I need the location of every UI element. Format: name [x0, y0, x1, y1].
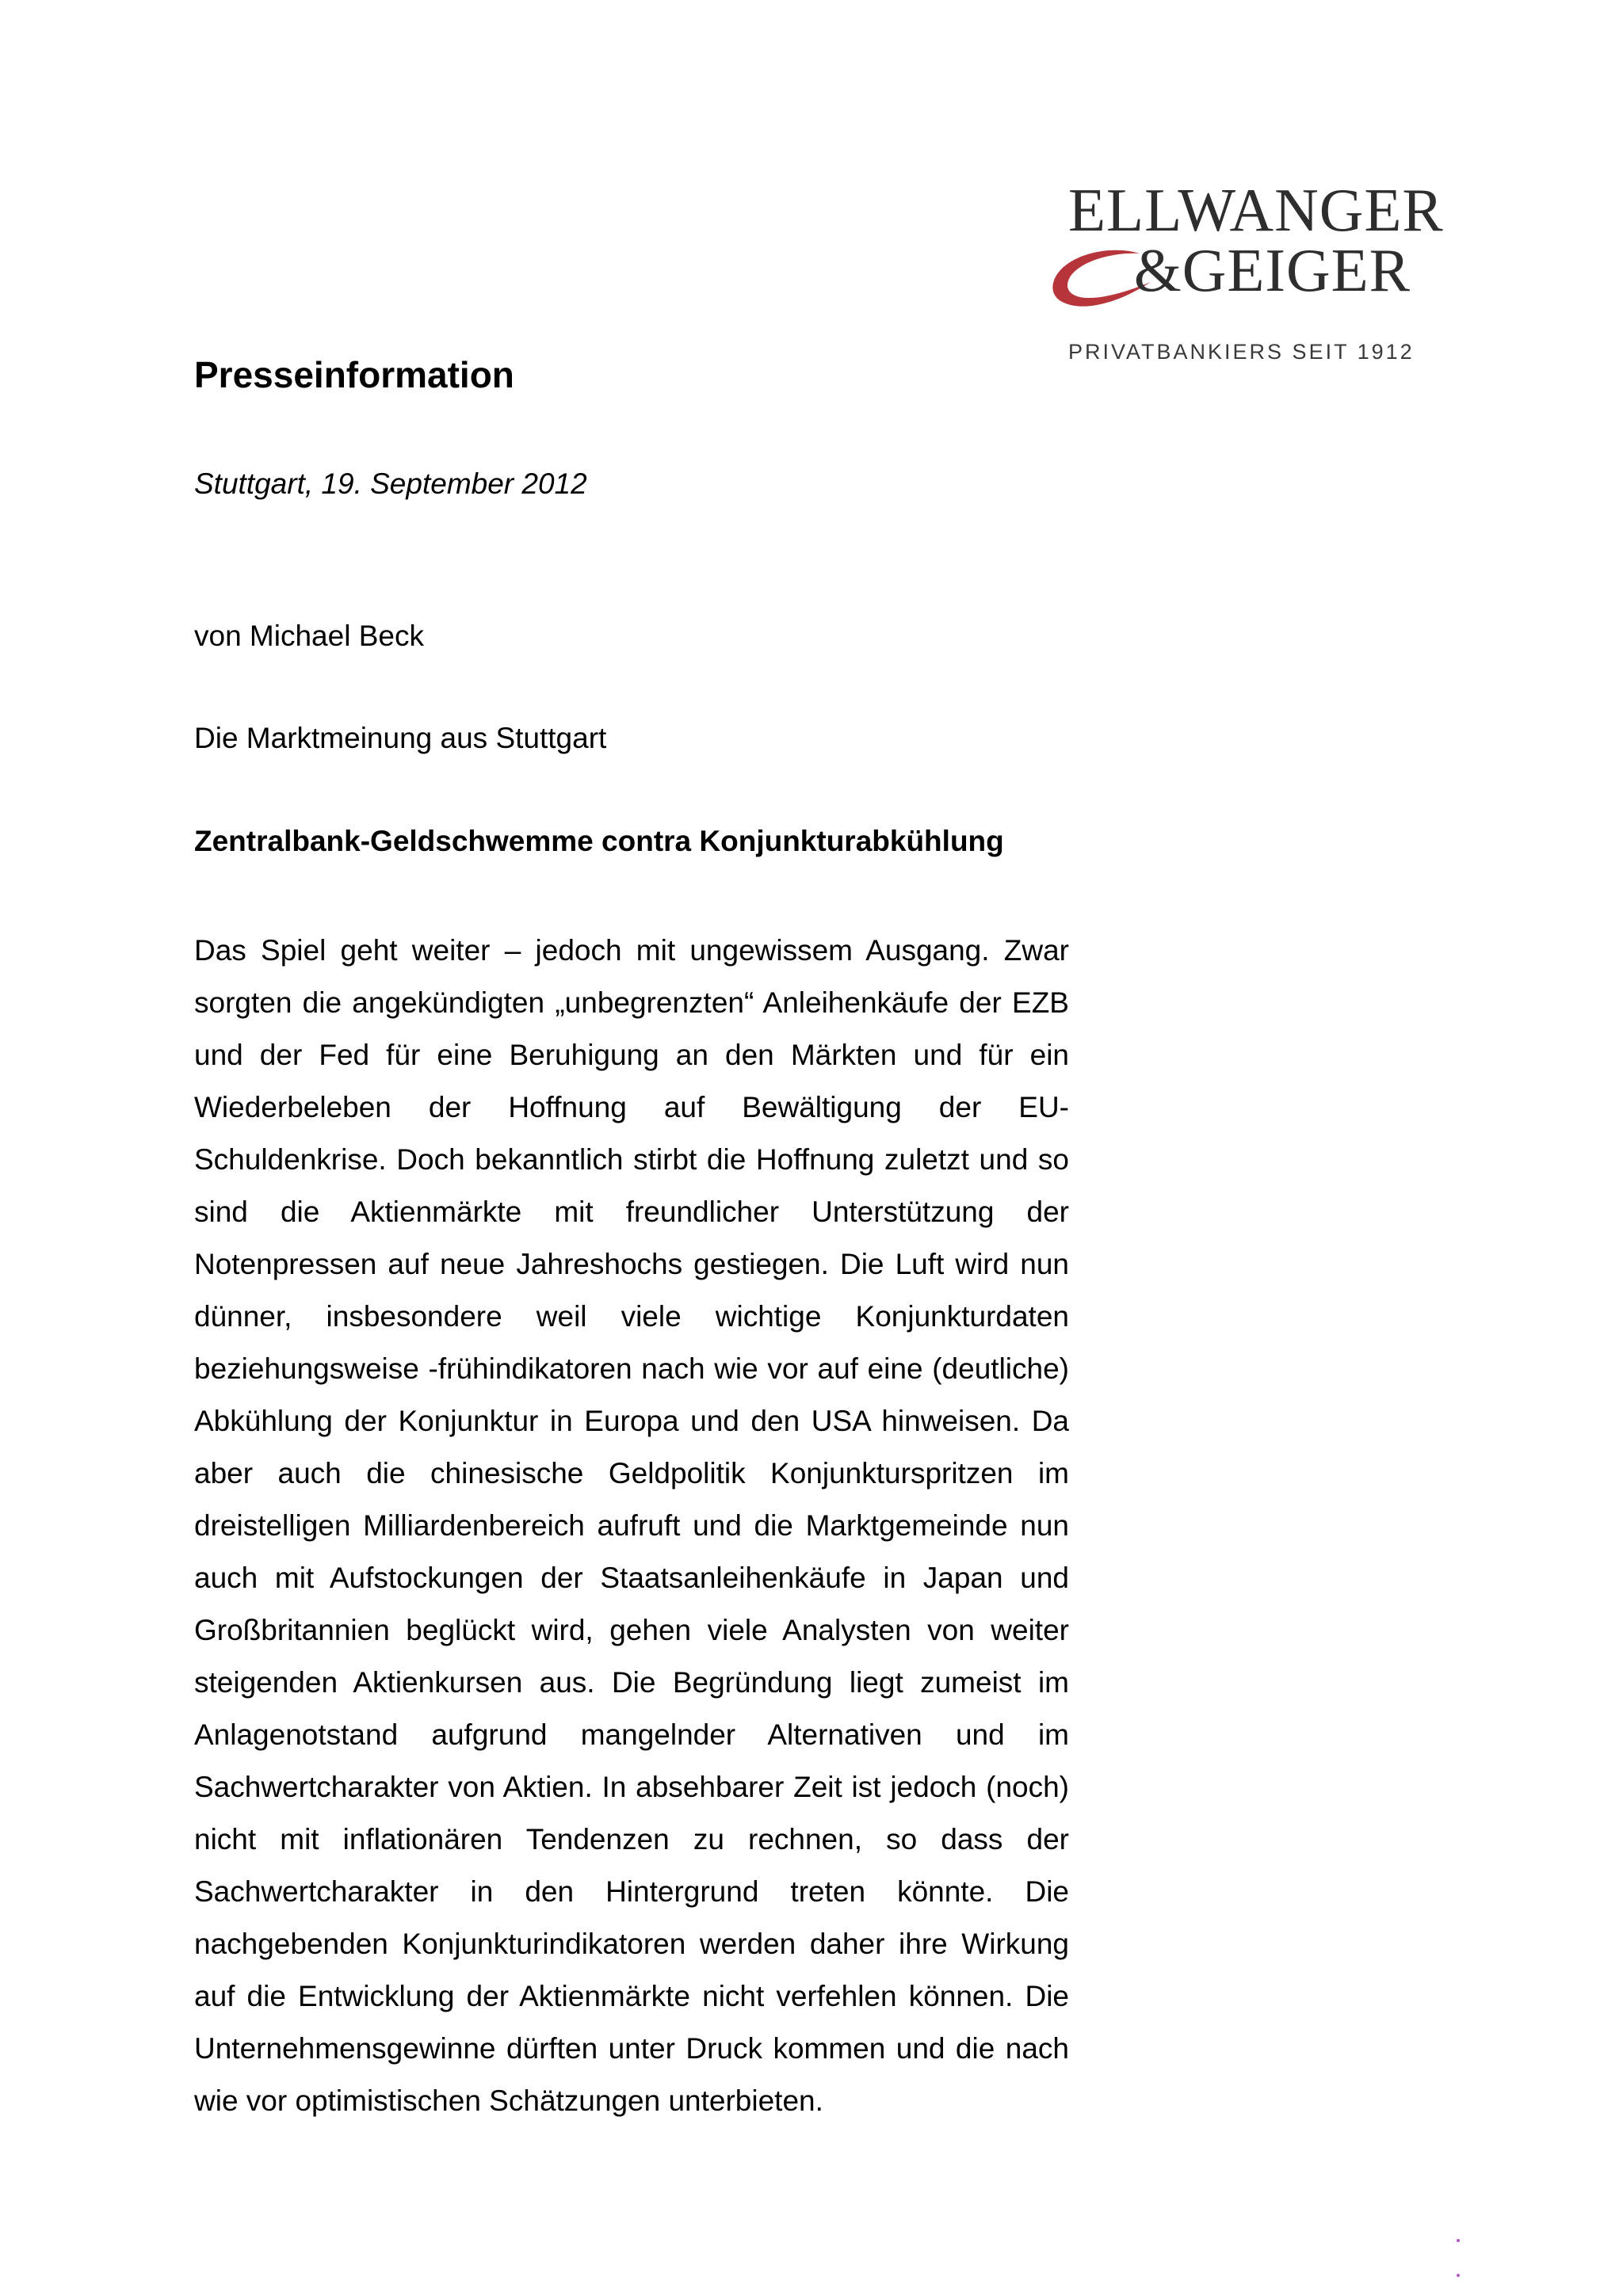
company-logo [1030, 174, 1444, 372]
logo-wordmark-line2: &GEIGER [1133, 236, 1411, 304]
dateline: Stuttgart, 19. September 2012 [194, 467, 587, 500]
article-headline: Zentralbank-Geldschwemme contra Konjunkturabkühlung [194, 825, 1004, 857]
logo-tagline: PRIVATBANKIERS SEIT 1912 [1068, 340, 1415, 364]
series-name: Die Marktmeinung aus Stuttgart [194, 722, 607, 754]
margin-mark [1457, 2239, 1460, 2242]
margin-mark [1457, 2274, 1460, 2277]
logo-wordmark-line1: ELLWANGER [1068, 176, 1444, 244]
article-body: Das Spiel geht weiter – jedoch mit ungewissem Ausgang. Zwar sorgten die angekündigten „unbegrenzten“ Anleihenkäufe der EZB und der Fed für eine Beruhigung an den Märkten und für ein Wiederbeleben der Hoffnung auf Bewältigung der EU-Schuldenkrise. Doch bekanntlich stirbt die Hoffnung zuletzt und so sind die Aktienmärkte mit freundlicher Unterstützung der Notenpressen auf neue Jahreshochs gestiegen. Die Luft wird nun dünner, insbesondere weil viele wichtige Konjunkturdaten beziehungsweise -frühindikatoren nach wie vor auf eine (deutliche) Abkühlung der Konjunktur in Europa und den USA hinweisen. Da aber auch die chinesische Geldpolitik Konjunkturspritzen im dreistelligen Milliardenbereich aufruft und die Marktgemeinde nun auch mit Aufstockungen der Staatsanleihenkäufe in Japan und Großbritannien beglückt wird, gehen viele Analysten von weiter steigenden Aktienkursen aus. Die Begründung liegt zumeist im Anlagenotstand aufgrund mangelnder Alternativen und im Sachwertcharakter von Aktien. In absehbarer Zeit ist jedoch (noch) nicht mit inflationären Tendenzen zu rechnen, so dass der Sachwertcharakter in den Hintergrund treten könnte. Die nachgebenden Konjunkturindikatoren werden daher ihre Wirkung auf die Entwicklung der Aktienmärkte nicht verfehlen können. Die Unternehmensgewinne dürften unter Druck kommen und die nach wie vor optimistischen Schätzungen unterbieten. [194, 934, 1069, 2117]
document-title: Presseinformation [194, 354, 514, 395]
author-line: von Michael Beck [194, 620, 424, 652]
